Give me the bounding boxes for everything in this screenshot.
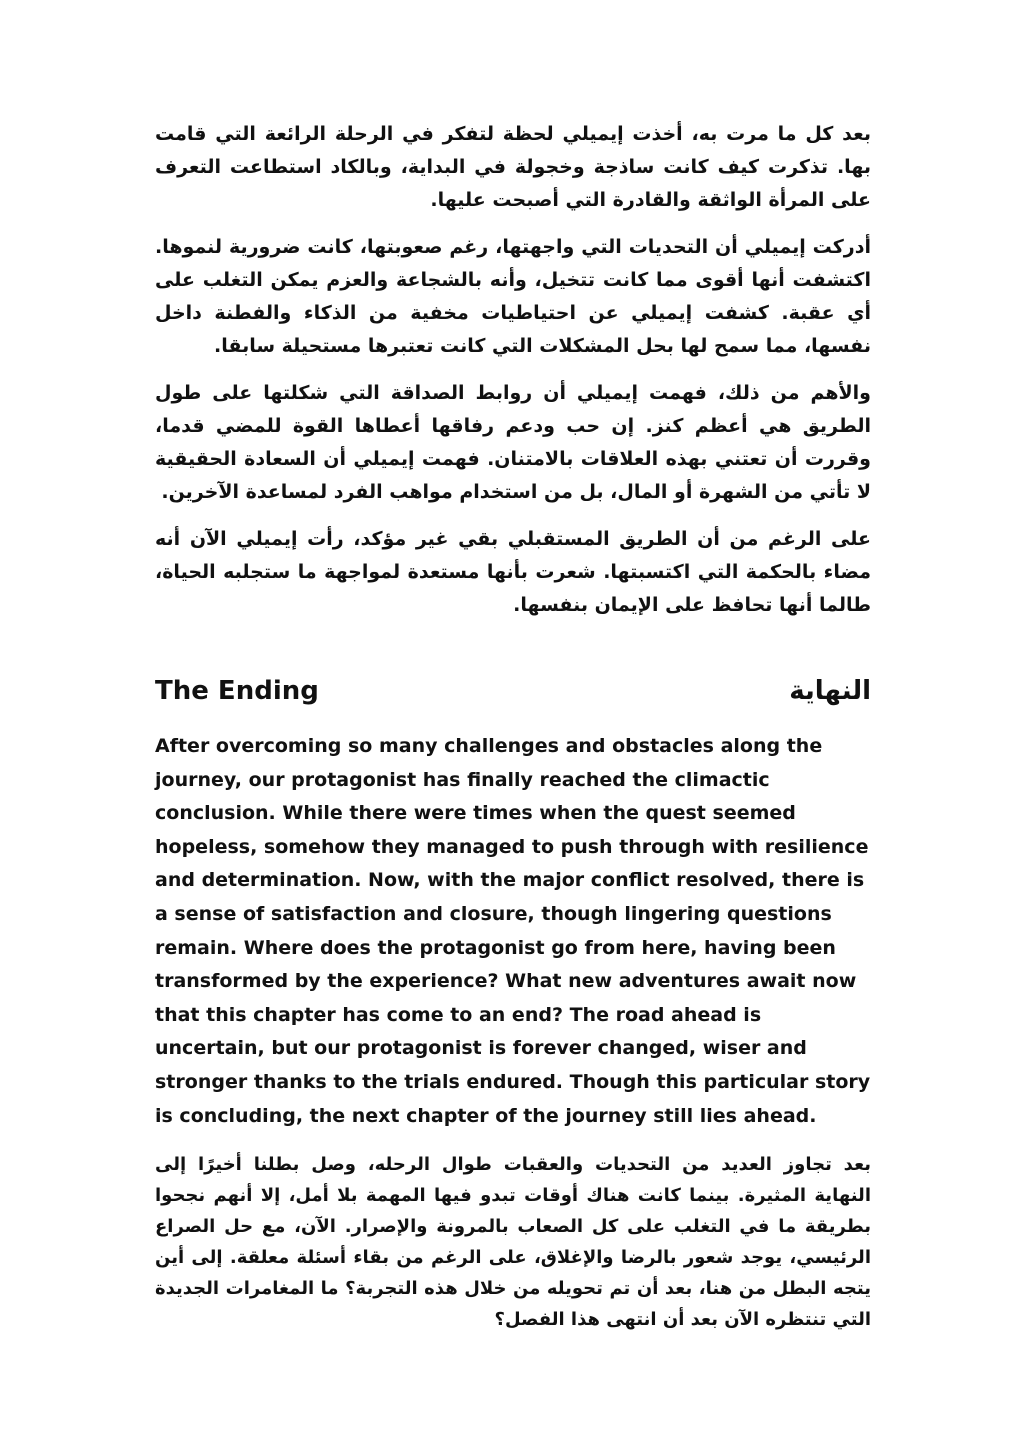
english-paragraph: After overcoming so many challenges and obstacles along the journey, our protagonist has finally reached the climactic conclusion. While there were times when the quest seemed hopeless, somehow they managed to push through with resilience and determination. Now, with the major conflict resolved, there is a sense of satisfaction and closure, though lingering questions remain. Where does the protagonist go from here, having been transformed by the experience? What new adventures await now that this chapter has come to an end? The road ahead is uncertain, but our protagonist is forever changed, wiser and stronger thanks to the trials endured. Though this particular story is concluding, the next chapter of the journey still lies ahead.: [155, 735, 871, 1127]
arabic-paragraph-4: على الرغم من أن الطريق المستقبلي بقي غير مؤكد، رأت إيميلي الآن أنه مضاء بالحكمة التي اكتسبتها. شعرت بأنها مستعدة لمواجهة ما ستجلبه الحياة، طالما أنها تحافظ على الإيمان بنفسها.: [155, 528, 871, 616]
arabic-paragraph-3: والأهم من ذلك، فهمت إيميلي أن روابط الصداقة التي شكلتها على طول الطريق هي أعظم كنز. إن حب ودعم رفاقها أعطاها القوة للمضي قدما، وقررت أن تعتني بهذه العلاقات بالامتنان. فهمت إيميلي أن السعادة الحقيقية لا تأتي من الشهرة أو المال، بل من استخدام مواهب الفرد لمساعدة الآخرين.: [155, 382, 871, 503]
arabic-paragraph-2: أدركت إيميلي أن التحديات التي واجهتها، رغم صعوبتها، كانت ضرورية لنموها. اكتشفت أنها أقوى مما كانت تتخيل، وأنه بالشجاعة والعزم يمكن التغلب على أي عقبة. كشفت إيميلي عن احتياطيات مخفية من الذكاء والفطنة داخل نفسها، مما سمح لها بحل المشكلات التي كانت تعتبرها مستحيلة سابقا.: [155, 236, 871, 357]
arabic-paragraph-1: بعد كل ما مرت به، أخذت إيميلي لحظة لتفكر في الرحلة الرائعة التي قامت بها. تذكرت كيف كانت ساذجة وخجولة في البداية، وبالكاد استطاعت التعرف على المرأة الواثقة والقادرة التي أصبحت عليها.: [155, 123, 871, 211]
section-title-arabic: النهاية: [789, 676, 871, 706]
document-body: [155, 118, 871, 1335]
section-heading: [155, 674, 871, 708]
arabic-translation-paragraph: بعد تجاوز العديد من التحديات والعقبات طوال الرحله، وصل بطلنا أخيرًا إلى النهاية المثيرة. بينما كانت هناك أوقات تبدو فيها المهمة بلا أمل، إلا أنهم نجحوا بطريقة ما في التغلب على كل الصعاب بالمرونة والإصرار. الآن، مع حل الصراع الرئيسي، يوجد شعور بالرضا والإغلاق، على الرغم من بقاء أسئلة معلقة. إلى أين يتجه البطل من هنا، بعد أن تم تحويله من خلال هذه التجربة؟ ما المغامرات الجديدة التي تنتظره الآن بعد أن انتهى هذا الفصل؟: [155, 1154, 871, 1331]
section-title-english: The Ending: [155, 676, 319, 706]
